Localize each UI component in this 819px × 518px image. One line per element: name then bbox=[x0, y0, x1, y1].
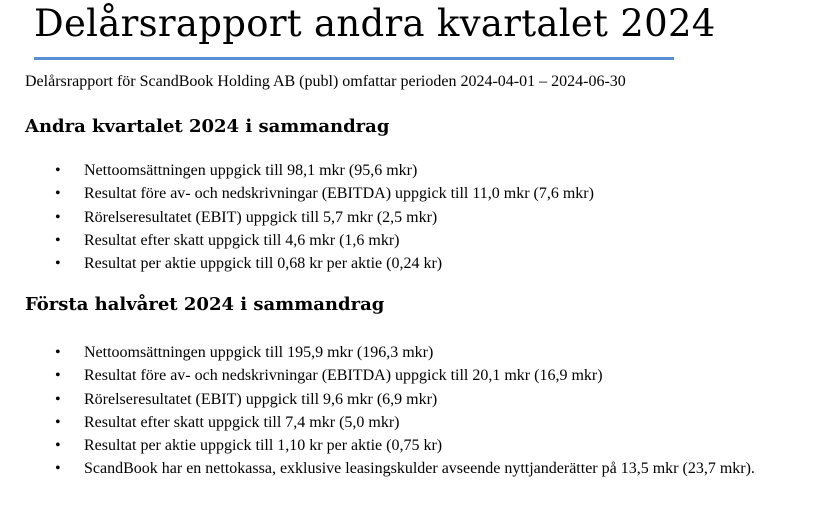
summary-list-h1 bbox=[55, 341, 795, 481]
bullet-icon: • bbox=[55, 344, 61, 361]
report-intro: Delårsrapport för ScandBook Holding AB (publ) omfattar perioden 2024-04-01 – 2024-06-30 bbox=[25, 73, 626, 90]
list-item bbox=[55, 364, 795, 387]
list-item bbox=[55, 457, 795, 480]
bullet-icon: • bbox=[55, 460, 61, 478]
bullet-icon: • bbox=[55, 413, 61, 431]
list-item-text: Resultat efter skatt uppgick till 4,6 mkr (1,6 mkr) bbox=[84, 231, 400, 249]
list-item-text: Resultat före av- och nedskrivningar (EBITDA) uppgick till 20,1 mkr (16,9 mkr) bbox=[84, 367, 603, 385]
list-item bbox=[55, 411, 795, 434]
summary-list-q2 bbox=[55, 159, 795, 275]
bullet-icon: • bbox=[55, 162, 61, 179]
list-item bbox=[55, 182, 795, 205]
list-item-text: Rörelseresultatet (EBIT) uppgick till 9,6 mkr (6,9 mkr) bbox=[84, 390, 438, 408]
report-title: Delårsrapport andra kvartalet 2024 bbox=[34, 2, 716, 45]
list-item bbox=[55, 229, 795, 252]
bullet-icon: • bbox=[55, 390, 61, 408]
list-item-text: Resultat per aktie uppgick till 1,10 kr per aktie (0,75 kr) bbox=[84, 437, 443, 455]
list-item bbox=[55, 341, 795, 364]
bullet-icon: • bbox=[55, 437, 61, 455]
bullet-icon: • bbox=[55, 255, 61, 273]
list-item-text: ScandBook har en nettokassa, exklusive leasingskulder avseende nyttjanderätter på 13,5 mkr (23,7 mkr). bbox=[84, 460, 755, 478]
bullet-icon: • bbox=[55, 208, 61, 226]
title-underline bbox=[34, 57, 674, 60]
section-heading-h1: Första halvåret 2024 i sammandrag bbox=[25, 294, 385, 315]
bullet-icon: • bbox=[55, 367, 61, 385]
list-item-text: Resultat efter skatt uppgick till 7,4 mkr (5,0 mkr) bbox=[84, 413, 400, 431]
bullet-icon: • bbox=[55, 185, 61, 203]
bullet-icon: • bbox=[55, 231, 61, 249]
section-heading-q2: Andra kvartalet 2024 i sammandrag bbox=[25, 116, 390, 137]
list-item bbox=[55, 252, 795, 275]
list-item-text: Resultat före av- och nedskrivningar (EBITDA) uppgick till 11,0 mkr (7,6 mkr) bbox=[84, 185, 594, 203]
list-item-text: Nettoomsättningen uppgick till 195,9 mkr (196,3 mkr) bbox=[84, 344, 434, 361]
list-item-text: Rörelseresultatet (EBIT) uppgick till 5,7 mkr (2,5 mkr) bbox=[84, 208, 438, 226]
list-item bbox=[55, 159, 795, 182]
list-item-text: Nettoomsättningen uppgick till 98,1 mkr (95,6 mkr) bbox=[84, 162, 418, 179]
list-item-text: Resultat per aktie uppgick till 0,68 kr per aktie (0,24 kr) bbox=[84, 255, 443, 273]
list-item bbox=[55, 206, 795, 229]
list-item bbox=[55, 388, 795, 411]
list-item bbox=[55, 434, 795, 457]
